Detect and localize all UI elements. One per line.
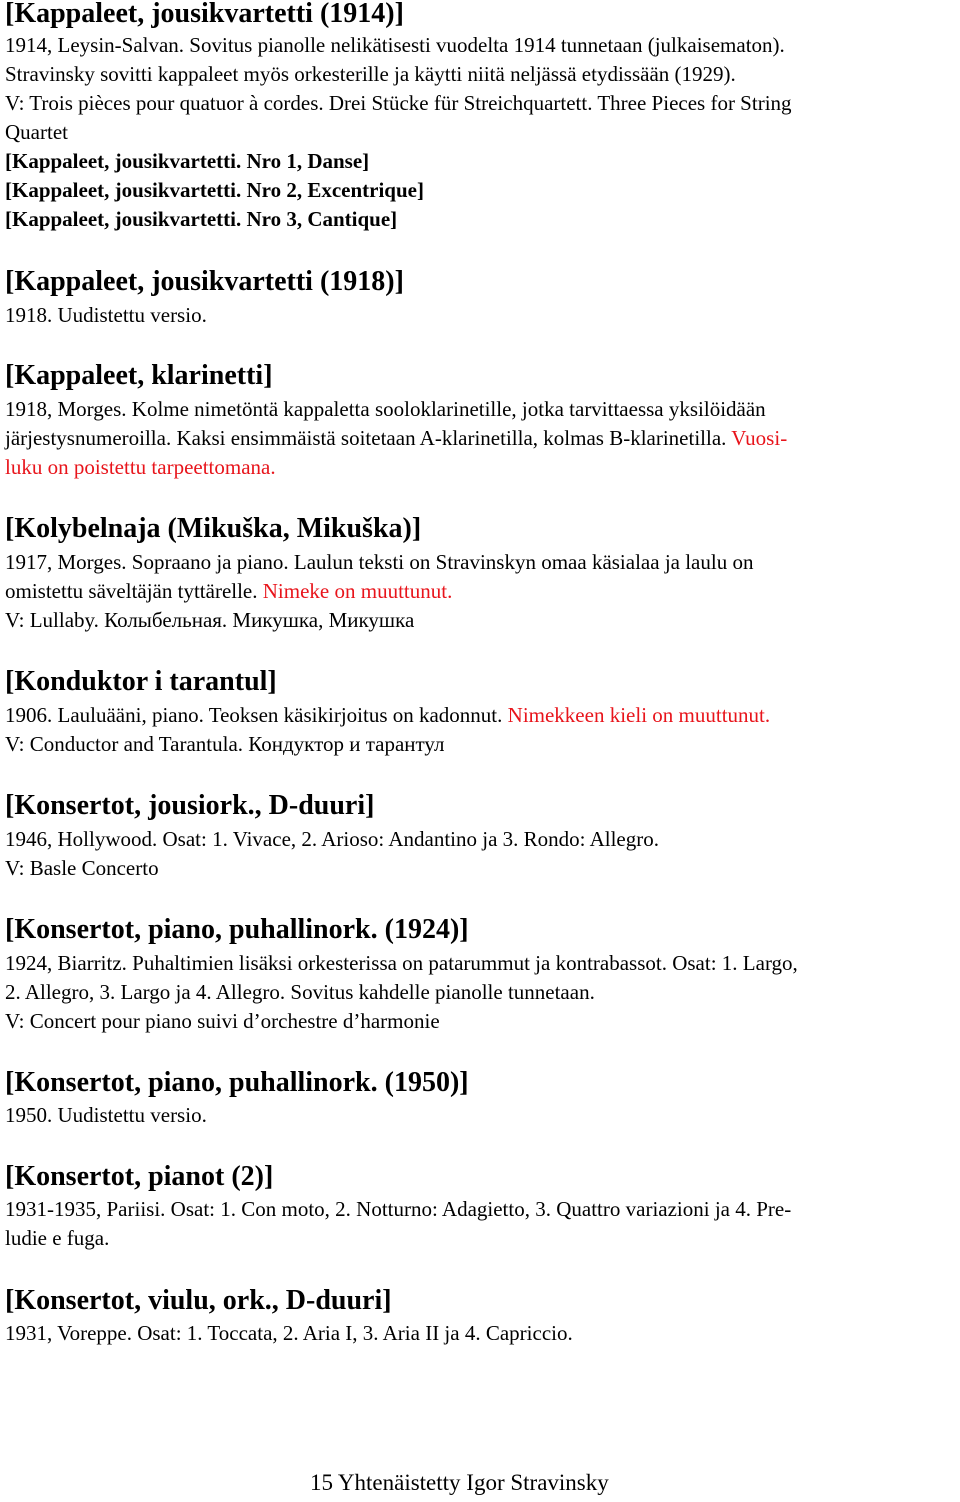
- entry-title: [Konsertot, jousiork., D-duuri]: [5, 790, 375, 821]
- entry-title: [Konsertot, piano, puhallinork. (1950)]: [5, 1067, 469, 1098]
- entry-title: [Kappaleet, jousikvartetti (1918)]: [5, 266, 404, 297]
- entry-text: V: Basle Concerto: [5, 856, 159, 880]
- entry-text: V: Conductor and Tarantula. Кондуктор и тарантул: [5, 732, 445, 756]
- entry-title: [Kappaleet, klarinetti]: [5, 360, 273, 391]
- entry-title: [Kappaleet, jousikvartetti (1914)]: [5, 0, 404, 29]
- entry-text-group: [5, 425, 787, 451]
- entry-text: V: Trois pièces pour quatuor à cordes. Drei Stücke für Streichquartett. Three Pieces for String: [5, 91, 792, 115]
- entry-text: järjestysnumeroilla. Kaksi ensimmäistä soitetaan A-klarinetilla, kolmas B-klarinetilla.: [5, 426, 727, 450]
- edit-note: Vuosi-: [726, 426, 788, 450]
- entry-text: Quartet: [5, 120, 68, 144]
- entry-text: omistettu säveltäjän tyttärelle.: [5, 579, 258, 603]
- entry-text: 1906. Lauluääni, piano. Teoksen käsikirjoitus on kadonnut.: [5, 703, 503, 727]
- entry-text-group: [5, 702, 770, 728]
- entry-text: 1950. Uudistettu versio.: [5, 1103, 207, 1127]
- entry-text: 1931-1935, Pariisi. Osat: 1. Con moto, 2. Notturno: Adagietto, 3. Quattro variazioni ja 4. Pre-: [5, 1197, 792, 1221]
- entry-title: [Kolybelnaja (Mikuška, Mikuška)]: [5, 513, 422, 544]
- entry-text: 1917, Morges. Sopraano ja piano. Laulun teksti on Stravinskyn omaa käsialaa ja laulu on: [5, 550, 754, 574]
- entry-title: [Konsertot, viulu, ork., D-duuri]: [5, 1285, 392, 1316]
- subentry-title: [Kappaleet, jousikvartetti. Nro 2, Excentrique]: [5, 178, 424, 202]
- entry-text: 1924, Biarritz. Puhaltimien lisäksi orkesterissa on patarummut ja kontrabassot. Osat: 1. Largo,: [5, 951, 798, 975]
- entry-text: V: Concert pour piano suivi d’orchestre d’harmonie: [5, 1009, 440, 1033]
- edit-note: luku on poistettu tarpeettomana.: [5, 455, 276, 479]
- subentry-title: [Kappaleet, jousikvartetti. Nro 1, Danse]: [5, 149, 370, 173]
- entry-text: 1914, Leysin-Salvan. Sovitus pianolle nelikätisesti vuodelta 1914 tunnetaan (julkaisematon).: [5, 33, 785, 57]
- entry-text: 2. Allegro, 3. Largo ja 4. Allegro. Sovitus kahdelle pianolle tunnetaan.: [5, 980, 595, 1004]
- entry-text: 1918. Uudistettu versio.: [5, 303, 207, 327]
- entry-text: V: Lullaby. Колыбельная. Микушка, Микушка: [5, 608, 415, 632]
- entry-text: 1946, Hollywood. Osat: 1. Vivace, 2. Arioso: Andantino ja 3. Rondo: Allegro.: [5, 827, 659, 851]
- entry-title: [Konduktor i tarantul]: [5, 666, 277, 697]
- entry-text-group: [5, 578, 452, 604]
- edit-note: Nimeke on muuttunut.: [257, 579, 453, 603]
- entry-title: [Konsertot, piano, puhallinork. (1924)]: [5, 914, 469, 945]
- entry-text: Stravinsky sovitti kappaleet myös orkesterille ja käytti niitä neljässä etydissään (1929).: [5, 62, 736, 86]
- entry-text: 1931, Voreppe. Osat: 1. Toccata, 2. Aria I, 3. Aria II ja 4. Capriccio.: [5, 1321, 573, 1345]
- entry-title: [Konsertot, pianot (2)]: [5, 1161, 274, 1192]
- edit-note: Nimekkeen kieli on muuttunut.: [502, 703, 771, 727]
- subentry-title: [Kappaleet, jousikvartetti. Nro 3, Cantique]: [5, 207, 398, 231]
- entry-text: ludie e fuga.: [5, 1226, 110, 1250]
- page-footer: 15 Yhtenäistetty Igor Stravinsky: [310, 1470, 609, 1495]
- entry-text: 1918, Morges. Kolme nimetöntä kappaletta sooloklarinetille, jotka tarvittaessa yksilöidään: [5, 397, 766, 421]
